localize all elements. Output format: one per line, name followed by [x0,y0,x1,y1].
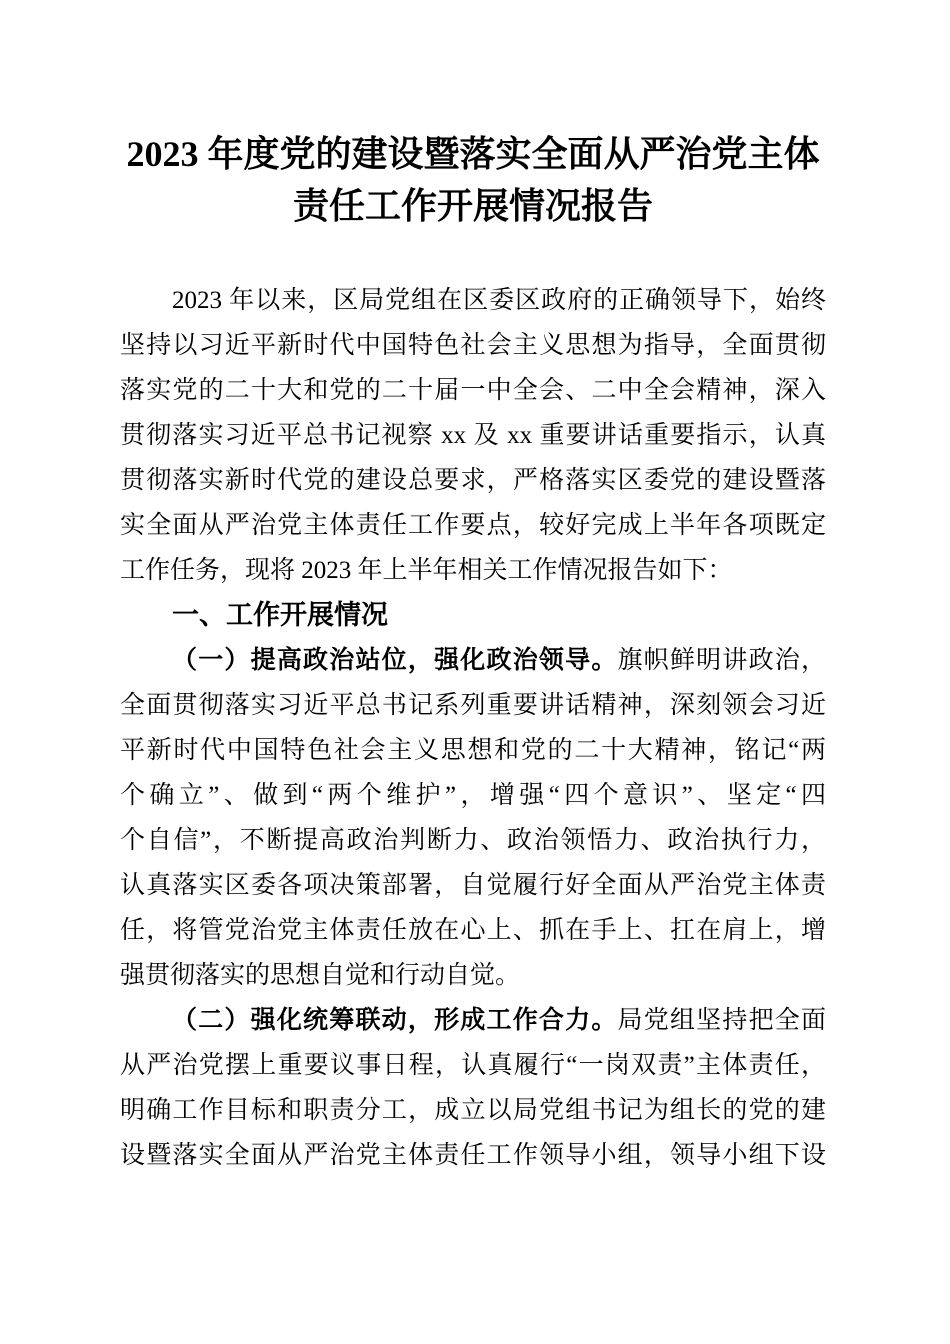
paragraph-text: 强贯彻落实的思想自觉和行动自觉。 [120,962,521,989]
paragraph-line [120,503,826,548]
paragraph-line [120,278,826,323]
paragraph-line [120,368,826,413]
paragraph-line [120,1088,826,1133]
paragraph-text: 认真落实区委各项决策部署，自觉履行好全面从严治党主体责 [120,872,826,899]
paragraph-line [120,998,826,1043]
paragraph-text: 从严治党摆上重要议事日程，认真履行“一岗双责”主体责任， [120,1052,826,1079]
paragraph-text: 坚持以习近平新时代中国特色社会主义思想为指导，全面贯彻 [120,332,826,359]
paragraph-text: 任，将管党治党主体责任放在心上、抓在手上、扛在肩上，增 [120,917,826,944]
paragraph-line [120,458,826,503]
paragraph-line [120,548,826,593]
paragraph-line [120,818,826,863]
paragraph-line [120,908,826,953]
paragraph-text: 落实党的二十大和党的二十届一中全会、二中全会精神，深入 [120,377,826,404]
paragraph-text: 明确工作目标和职责分工，成立以局党组书记为组长的党的建 [120,1097,826,1124]
paragraph-line [120,323,826,368]
paragraph-line [120,728,826,773]
document-title [120,128,826,232]
paragraph-text: 贯彻落实习近平总书记视察 xx 及 xx 重要讲话重要指示，认真 [120,422,826,449]
paragraph-text: 旗帜鲜明讲政治， [617,647,826,674]
paragraph-line [120,773,826,818]
paragraph-text: 个确立”、做到“两个维护”，增强“四个意识”、坚定“四 [120,782,826,809]
paragraph-lead-emphasis: （二）强化统筹联动，形成工作合力。 [172,1007,618,1034]
paragraph-line [120,413,826,458]
paragraph-line [120,953,826,998]
title-line: 2023 年度党的建设暨落实全面从严治党主体 [126,134,820,174]
paragraph-text: 贯彻落实新时代党的建设总要求，严格落实区委党的建设暨落 [120,467,826,494]
paragraph-lead-emphasis: （一）提高政治站位，强化政治领导。 [172,647,618,674]
paragraph-text: 2023 年以来，区局党组在区委区政府的正确领导下，始终 [172,287,826,314]
paragraph-text: 实全面从严治党主体责任工作要点，较好完成上半年各项既定 [120,512,826,539]
paragraph-line [120,638,826,683]
paragraph-text: 全面贯彻落实习近平总书记系列重要讲话精神，深刻领会习近 [120,692,826,719]
section-heading: 一、工作开展情况 [172,600,388,630]
paragraph-line [120,1043,826,1088]
paragraph-text: 平新时代中国特色社会主义思想和党的二十大精神，铭记“两 [120,737,826,764]
document-body [120,278,826,1178]
paragraph-text: 个自信”，不断提高政治判断力、政治领悟力、政治执行力， [120,827,826,854]
paragraph-text: 工作任务，现将 2023 年上半年相关工作情况报告如下： [120,557,733,584]
paragraph-text: 局党组坚持把全面 [617,1007,826,1034]
paragraph-line [120,1133,826,1178]
paragraph-text: 设暨落实全面从严治党主体责任工作领导小组，领导小组下设 [120,1142,826,1169]
title-line: 责任工作开展情况报告 [292,186,653,226]
paragraph-line [120,683,826,728]
paragraph-line [120,863,826,908]
